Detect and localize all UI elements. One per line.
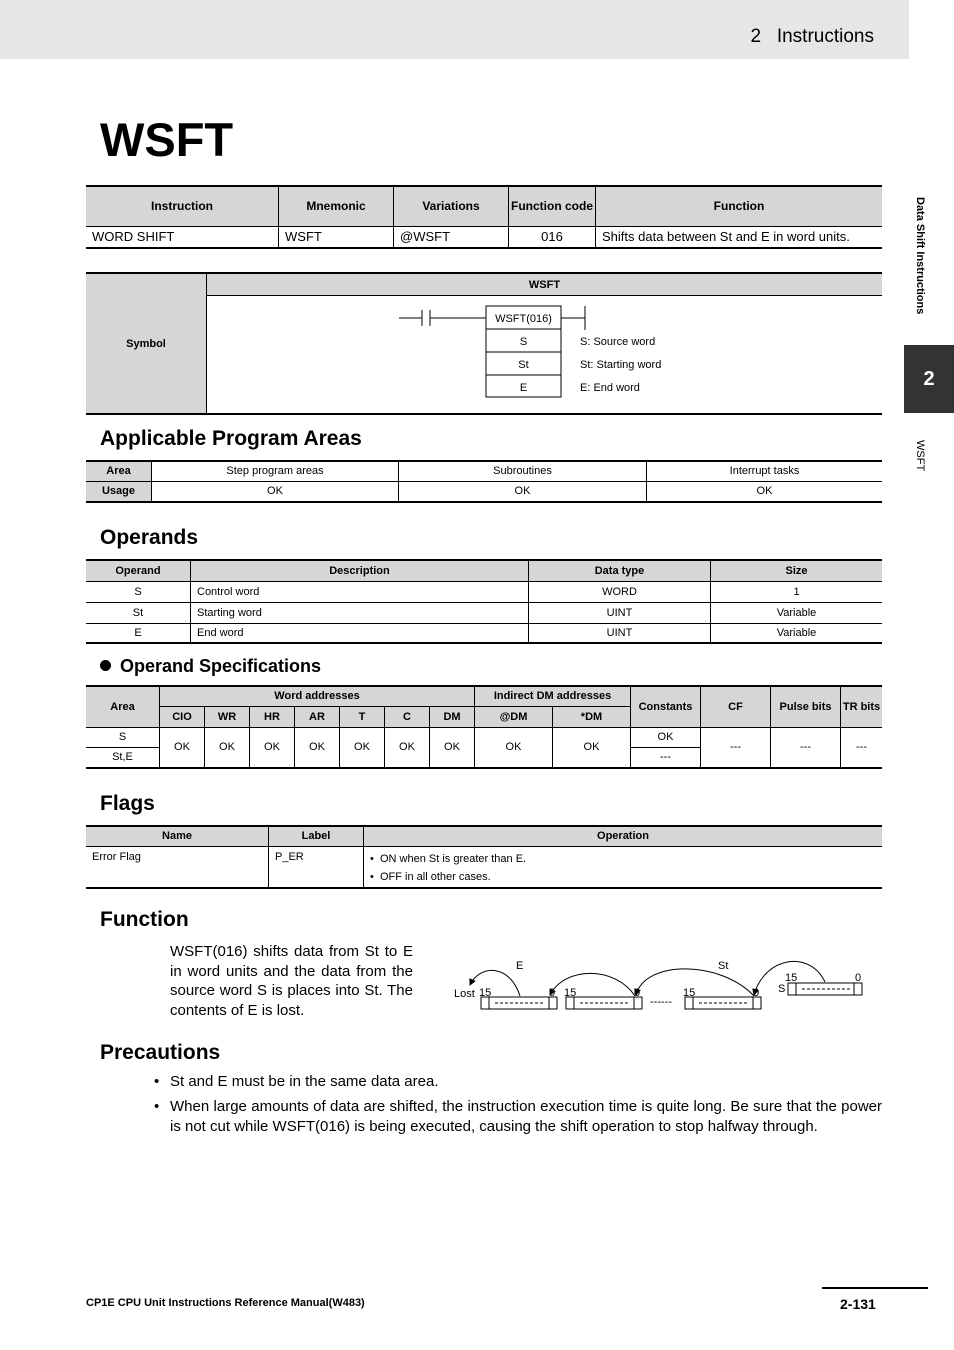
diagram-bit0: 0 bbox=[753, 987, 760, 999]
cell-data-type: UINT bbox=[529, 623, 711, 643]
symbol-header: WSFT bbox=[207, 274, 882, 296]
col-mnemonic: Mnemonic bbox=[279, 186, 394, 226]
section-operands: Operands bbox=[100, 526, 199, 549]
col-tr-bits: TR bits bbox=[841, 686, 883, 727]
col-at-dm: @DM bbox=[475, 706, 553, 727]
col-cio: CIO bbox=[160, 706, 205, 727]
cell-t-ok: OK bbox=[340, 727, 385, 768]
table-row bbox=[86, 602, 882, 623]
table-row bbox=[86, 727, 882, 747]
cell-cio-ok: OK bbox=[160, 727, 205, 768]
col-interrupt: Interrupt tasks bbox=[647, 461, 883, 481]
cell-step-ok: OK bbox=[152, 481, 399, 502]
cell-tr: --- bbox=[841, 727, 883, 768]
cell-description: End word bbox=[191, 623, 529, 643]
table-row bbox=[86, 623, 882, 643]
col-size: Size bbox=[711, 560, 883, 581]
col-data-type: Data type bbox=[529, 560, 711, 581]
cell-operand: St bbox=[86, 602, 191, 623]
col-word-addresses: Word addresses bbox=[160, 686, 475, 706]
cell-description: Starting word bbox=[191, 602, 529, 623]
diagram-dots: ------ bbox=[650, 996, 672, 1008]
diagram-label-lost: Lost bbox=[454, 988, 475, 1000]
cell-data-type: WORD bbox=[529, 581, 711, 602]
col-operand: Operand bbox=[86, 560, 191, 581]
subsection-operand-specs bbox=[100, 656, 321, 677]
cell-cf: --- bbox=[701, 727, 771, 768]
cell-sub-ok: OK bbox=[399, 481, 647, 502]
cell-size: Variable bbox=[711, 623, 883, 643]
side-instruction-label: WSFT bbox=[914, 440, 926, 472]
cell-flag-name: Error Flag bbox=[86, 846, 269, 888]
footer-manual-title: CP1E CPU Unit Instructions Reference Manual(W483) bbox=[86, 1297, 365, 1309]
col-ar: AR bbox=[295, 706, 340, 727]
operation-text: OFF in all other cases. bbox=[379, 870, 491, 883]
diagram-bit0: 0 bbox=[634, 987, 641, 999]
col-variations: Variations bbox=[394, 186, 509, 226]
symbol-label: Symbol bbox=[86, 274, 207, 413]
cell-operand: E bbox=[86, 623, 191, 643]
cell-flag-label: P_ER bbox=[269, 846, 364, 888]
operand-specs-table bbox=[86, 685, 882, 769]
cell-ar-ok: OK bbox=[295, 727, 340, 768]
col-t: T bbox=[340, 706, 385, 727]
table-row bbox=[86, 581, 882, 602]
diagram-label-st: St bbox=[718, 960, 729, 972]
subsection-title: Operand Specifications bbox=[120, 656, 322, 676]
symbol-note-e: E: End word bbox=[580, 382, 640, 394]
symbol-box-name: WSFT(016) bbox=[495, 313, 552, 325]
cell-instruction: WORD SHIFT bbox=[86, 226, 279, 248]
cell-at-dm-ok: OK bbox=[475, 727, 553, 768]
function-description: WSFT(016) shifts data from St to E in word units and the data from the source word S is places into St. The contents of E is lost. bbox=[170, 943, 413, 1019]
cell-const-s: OK bbox=[631, 727, 701, 747]
cell-dm-ok: OK bbox=[430, 727, 475, 768]
bullet-icon bbox=[100, 660, 111, 671]
symbol-box-e: E bbox=[519, 382, 528, 394]
side-section-label: Data Shift Instructions bbox=[914, 197, 926, 315]
list-item bbox=[154, 1072, 882, 1092]
cell-c-ok: OK bbox=[385, 727, 430, 768]
symbol-box-st: St bbox=[518, 359, 529, 371]
diagram-label-s: S bbox=[778, 983, 786, 995]
cell-variations: @WSFT bbox=[394, 226, 509, 248]
diagram-bit15: 15 bbox=[479, 987, 492, 999]
diagram-label-e: E bbox=[516, 960, 524, 972]
symbol-note-s: S: Source word bbox=[580, 336, 656, 348]
chapter-tab[interactable]: 2 bbox=[904, 345, 954, 413]
col-area: Area bbox=[86, 686, 160, 727]
cell-hr-ok: OK bbox=[250, 727, 295, 768]
cell-wr-ok: OK bbox=[205, 727, 250, 768]
cell-const-ste: --- bbox=[631, 747, 701, 768]
section-flags: Flags bbox=[100, 792, 155, 815]
col-function-code: Function code bbox=[509, 186, 596, 226]
col-function: Function bbox=[596, 186, 883, 226]
cell-operand: S bbox=[86, 581, 191, 602]
page-title: WSFT bbox=[100, 113, 234, 166]
diagram-bit15: 15 bbox=[564, 987, 577, 999]
ladder-symbol bbox=[86, 274, 882, 413]
col-name: Name bbox=[86, 826, 269, 846]
col-dm: DM bbox=[430, 706, 475, 727]
footer-rule bbox=[822, 1287, 928, 1289]
operation-text: ON when St is greater than E. bbox=[379, 852, 527, 865]
operands-table bbox=[86, 559, 882, 644]
cell-area-s: S bbox=[86, 727, 160, 747]
cell-int-ok: OK bbox=[647, 481, 883, 502]
page-number: 2-131 bbox=[840, 1296, 876, 1312]
col-area: Area bbox=[86, 461, 152, 481]
diagram-bit15: 15 bbox=[683, 987, 696, 999]
cell-function-code: 016 bbox=[509, 226, 596, 248]
col-pulse-bits: Pulse bits bbox=[771, 686, 841, 727]
cell-data-type: UINT bbox=[529, 602, 711, 623]
chapter-heading: 2 Instructions bbox=[750, 26, 874, 47]
col-cf: CF bbox=[701, 686, 771, 727]
col-star-dm: *DM bbox=[553, 706, 631, 727]
col-operation: Operation bbox=[364, 826, 883, 846]
instruction-summary-table bbox=[86, 185, 882, 249]
col-indirect-dm: Indirect DM addresses bbox=[475, 686, 631, 706]
col-hr: HR bbox=[250, 706, 295, 727]
cell-pulse: --- bbox=[771, 727, 841, 768]
list-item: • OFF in all other cases. bbox=[370, 870, 491, 883]
cell-size: Variable bbox=[711, 602, 883, 623]
precaution-text: St and E must be in the same data area. bbox=[170, 1073, 439, 1090]
cell-area-ste: St,E bbox=[86, 747, 160, 768]
cell-flag-operation bbox=[364, 846, 883, 888]
col-subroutines: Subroutines bbox=[399, 461, 647, 481]
diagram-bit15: 15 bbox=[785, 972, 798, 984]
cell-function: Shifts data between St and E in word units. bbox=[596, 226, 883, 248]
symbol-box-s: S bbox=[519, 336, 528, 348]
section-function: Function bbox=[100, 908, 189, 931]
section-program-areas: Applicable Program Areas bbox=[100, 427, 362, 450]
diagram-bit0: 0 bbox=[855, 972, 862, 984]
col-label: Label bbox=[269, 826, 364, 846]
row-usage: Usage bbox=[86, 481, 152, 502]
bullet-icon: • bbox=[154, 1073, 160, 1090]
program-areas-table bbox=[86, 460, 882, 503]
table-row bbox=[86, 846, 882, 888]
section-precautions: Precautions bbox=[100, 1041, 221, 1064]
precaution-text: When large amounts of data are shifted, the instruction execution time is quite long. Be sure that the power is not cut while WSFT(016) is being executed, causing the shift operation to stop halfway through. bbox=[170, 1098, 882, 1135]
cell-size: 1 bbox=[711, 581, 883, 602]
symbol-box bbox=[86, 272, 882, 415]
col-wr: WR bbox=[205, 706, 250, 727]
col-description: Description bbox=[191, 560, 529, 581]
symbol-note-st: St: Starting word bbox=[580, 359, 662, 371]
list-item bbox=[154, 1097, 882, 1136]
col-c: C bbox=[385, 706, 430, 727]
flags-table bbox=[86, 825, 882, 889]
col-step-program: Step program areas bbox=[152, 461, 399, 481]
cell-mnemonic: WSFT bbox=[279, 226, 394, 248]
cell-description: Control word bbox=[191, 581, 529, 602]
col-instruction: Instruction bbox=[86, 186, 279, 226]
diagram-bit0: 0 bbox=[549, 987, 556, 999]
cell-star-dm-ok: OK bbox=[553, 727, 631, 768]
list-item: • ON when St is greater than E. bbox=[370, 852, 527, 865]
bullet-icon: • bbox=[154, 1098, 160, 1115]
shift-diagram bbox=[440, 952, 880, 1018]
col-constants: Constants bbox=[631, 686, 701, 727]
